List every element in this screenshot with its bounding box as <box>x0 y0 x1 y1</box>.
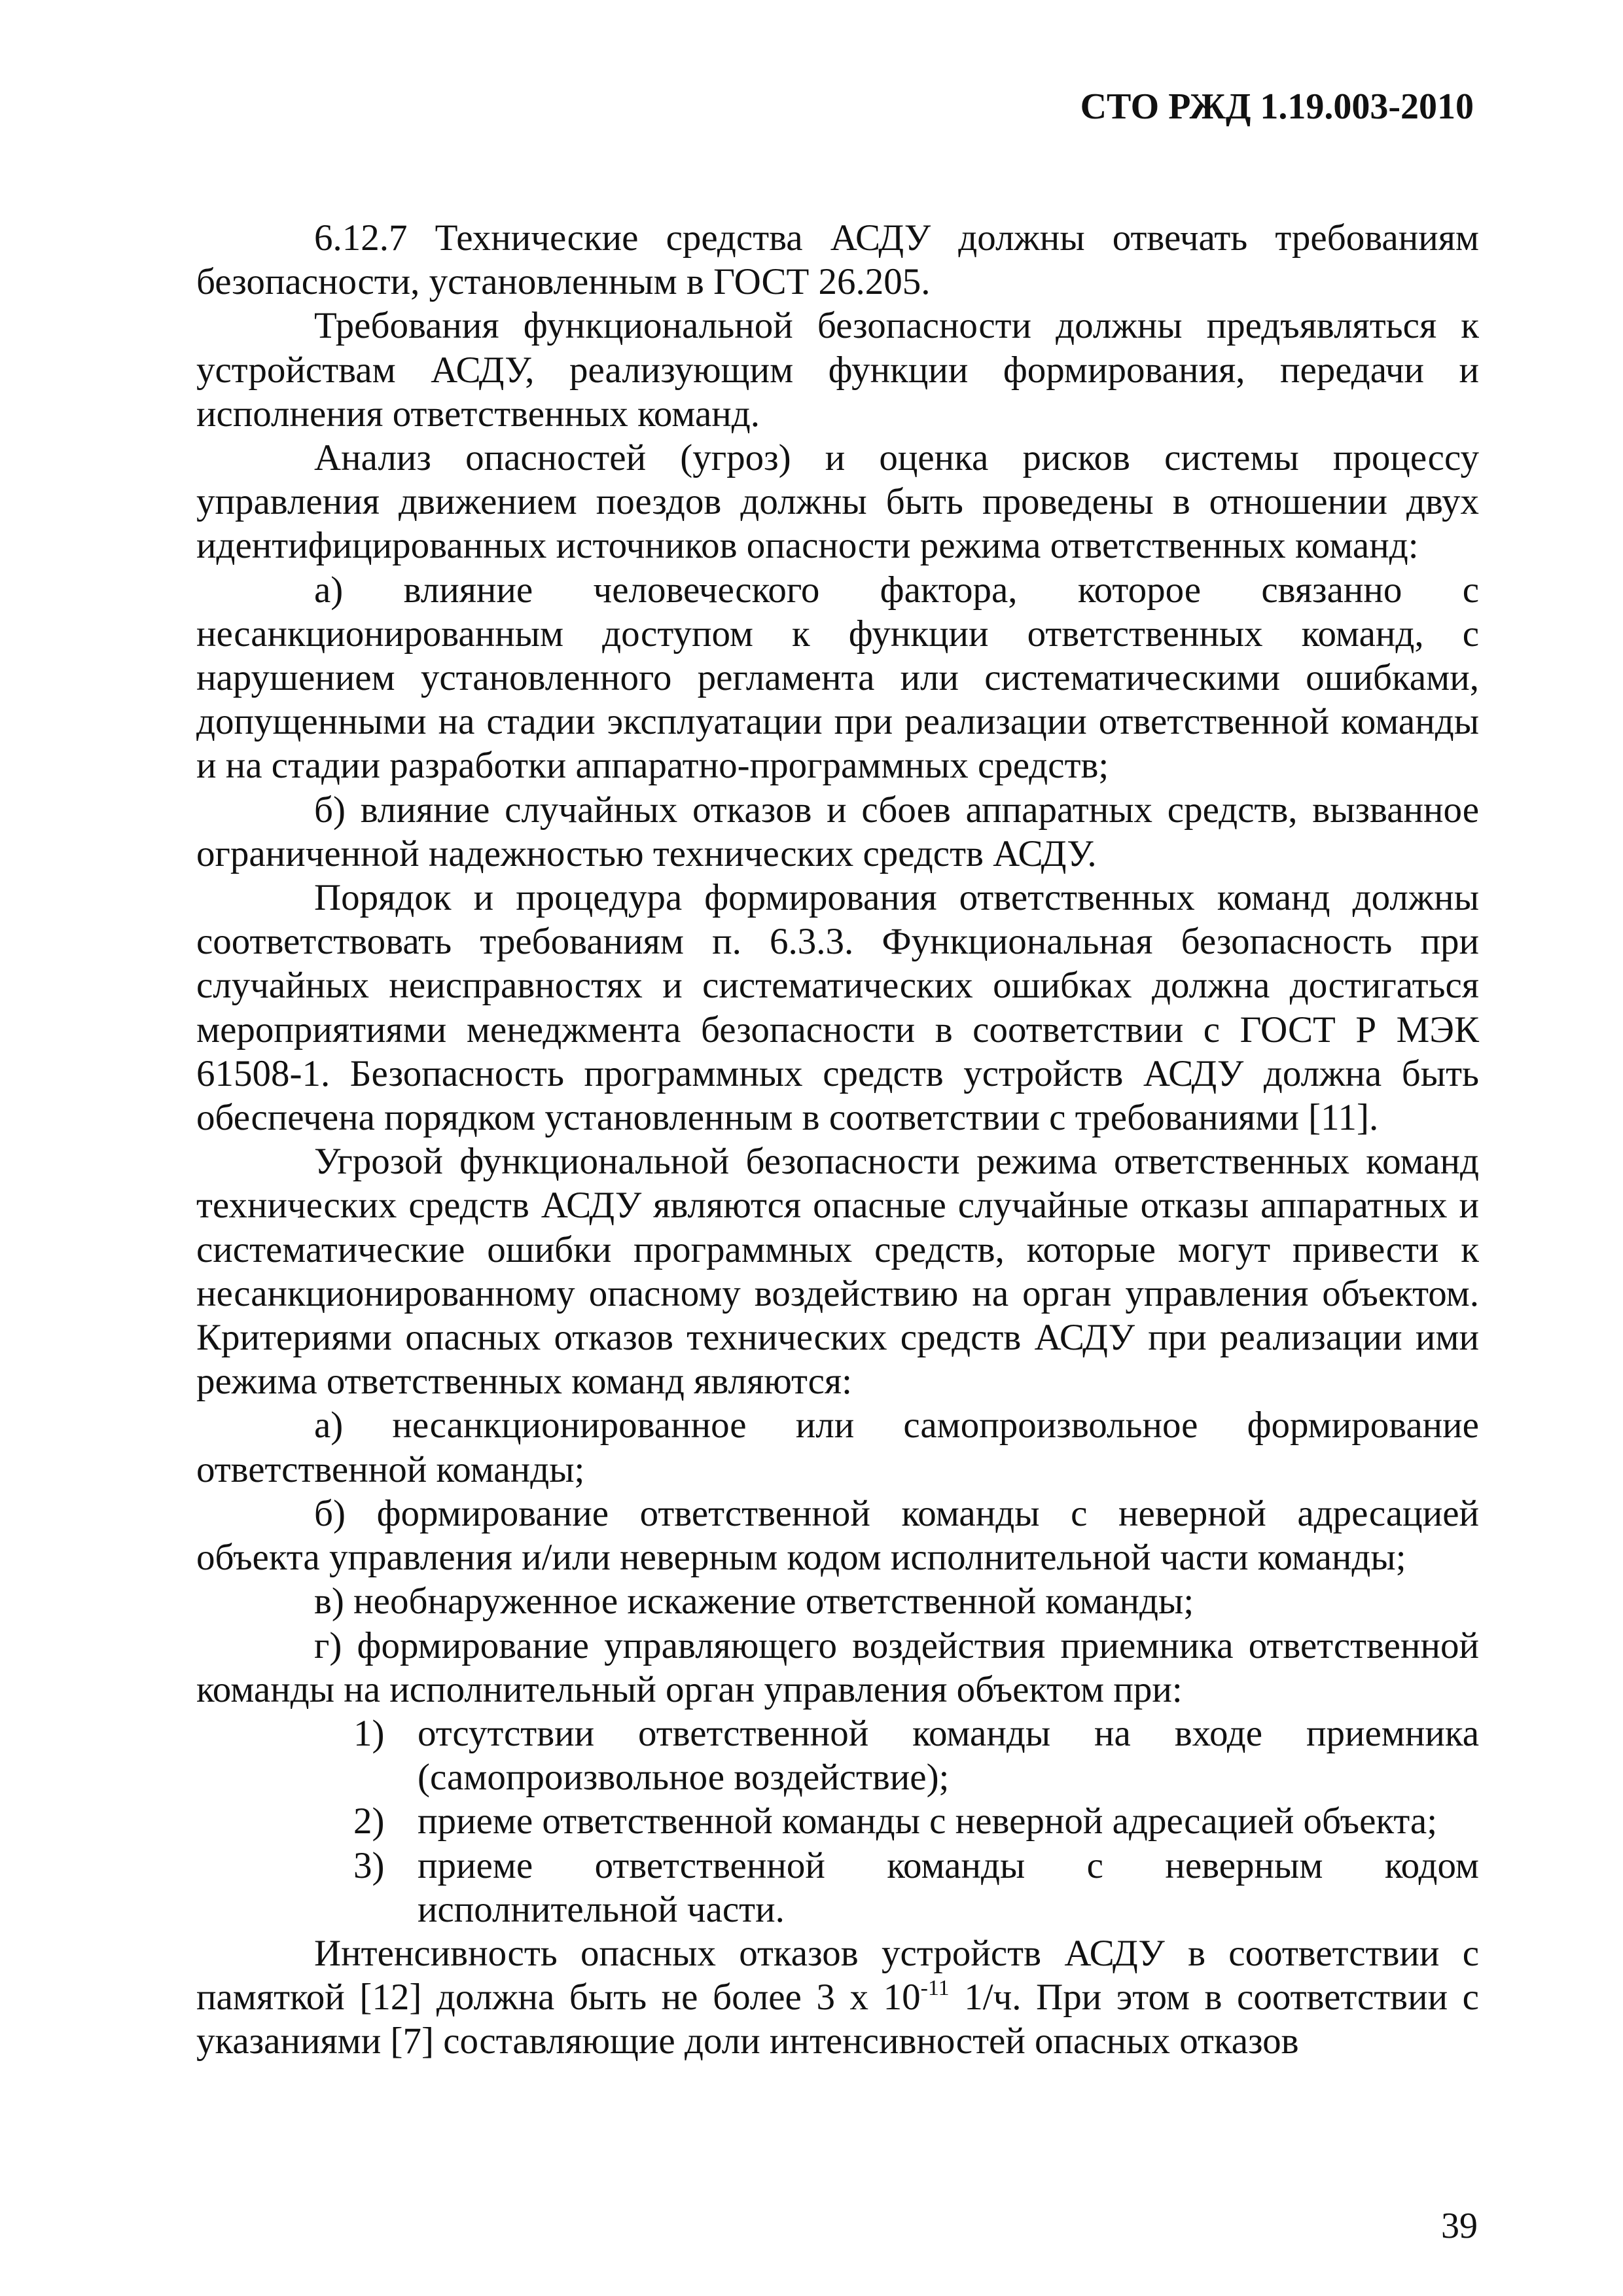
numbered-list <box>196 1712 1479 1931</box>
paragraph-functional-safety-requirements: Требования функциональной безопасности должны предъявляться к устройствам АСДУ, реализующим функции формирования, передачи и исполнения ответственных команд. <box>196 305 1479 435</box>
numbered-item-text: приеме ответственной команды с неверной адресацией объекта; <box>418 1801 1438 1842</box>
paragraph-command-procedure: Порядок и процедура формирования ответственных команд должны соответствовать требованиям п. 6.3.3. Функциональная безопасность при случайных неисправностях и систематических ошибках должна достигаться мероприятиями менеджмента безопасности в соответствии с ГОСТ Р МЭК 61508-1. Безопасность программных средств устройств АСДУ должна быть обеспечена порядком установленным в соответствии с требованиями [11]. <box>196 877 1479 1139</box>
failure-intensity-text-end: 1/ч. При этом в соответствии с указаниями [7] составляющие доли интенсивностей опасных отказов <box>196 1977 1479 2062</box>
paragraph-safety-threat: Угрозой функциональной безопасности режима ответственных команд технических средств АСДУ являются опасные случайные отказы аппаратных и систематические ошибки программных средств, которые могут привести к несанкционированному опасному воздействию на орган управления объектом. Критериями опасных отказов технических средств АСДУ при реализации ими режима ответственных команд являются: <box>196 1141 1479 1403</box>
numbered-item-marker: 1) <box>353 1712 385 1754</box>
list-item-undetected-distortion: в) необнаруженное искажение ответственной команды; <box>314 1581 1194 1623</box>
page-number: 39 <box>1441 2206 1478 2246</box>
list-item-human-factor: а) влияние человеческого фактора, которое связанно с несанкционированным доступом к функции ответственных команд, с нарушением установленного регламента или систематическими ошибками, допущенными на стадии эксплуатации при реализации ответственной команды и на стадии разработки аппаратно-программных средств; <box>196 569 1479 787</box>
numbered-item-marker: 2) <box>353 1801 385 1842</box>
numbered-item-text: отсутствии ответственной команды на входе приемника (самопроизвольное воздействие); <box>418 1712 1479 1799</box>
list-item-random-failures: б) влияние случайных отказов и сбоев аппаратных средств, вызванное ограниченной надежностью технических средств АСДУ. <box>196 789 1479 874</box>
failure-intensity-exponent: -11 <box>920 1976 950 2001</box>
numbered-item-text: приеме ответственной команды с неверным кодом исполнительной части. <box>418 1844 1479 1930</box>
paragraph-hazard-analysis: Анализ опасностей (угроз) и оценка рисков системы процессу управления движением поездов должны быть проведены в отношении двух идентифицированных источников опасности режима ответственных команд: <box>196 437 1479 567</box>
list-item-control-action: г) формирование управляющего воздействия приемника ответственной команды на исполнительный орган управления объектом при: <box>196 1624 1479 1710</box>
failure-intensity-text-start: Интенсивность опасных отказов устройств АСДУ в соответствии с памяткой [12] должна быть не более 3 х 10 <box>196 1932 1479 2018</box>
paragraph-6-12-7: 6.12.7 Технические средства АСДУ должны отвечать требованиям безопасности, установленным в ГОСТ 26.205. <box>196 217 1479 303</box>
document-body <box>196 216 1479 2064</box>
paragraph-failure-intensity <box>196 1931 1479 2064</box>
numbered-item <box>196 1799 1479 1843</box>
numbered-item <box>196 1712 1479 1799</box>
list-item-wrong-addressing: б) формирование ответственной команды с неверной адресацией объекта управления и/или неверным кодом исполнительной части команды; <box>196 1492 1479 1579</box>
numbered-item-marker: 3) <box>353 1844 385 1886</box>
document-code-header: СТО РЖД 1.19.003-2010 <box>1080 86 1474 127</box>
list-item-unauthorized-command: а) несанкционированное или самопроизвольное формирование ответственной команды; <box>196 1405 1479 1490</box>
numbered-item <box>196 1844 1479 1931</box>
